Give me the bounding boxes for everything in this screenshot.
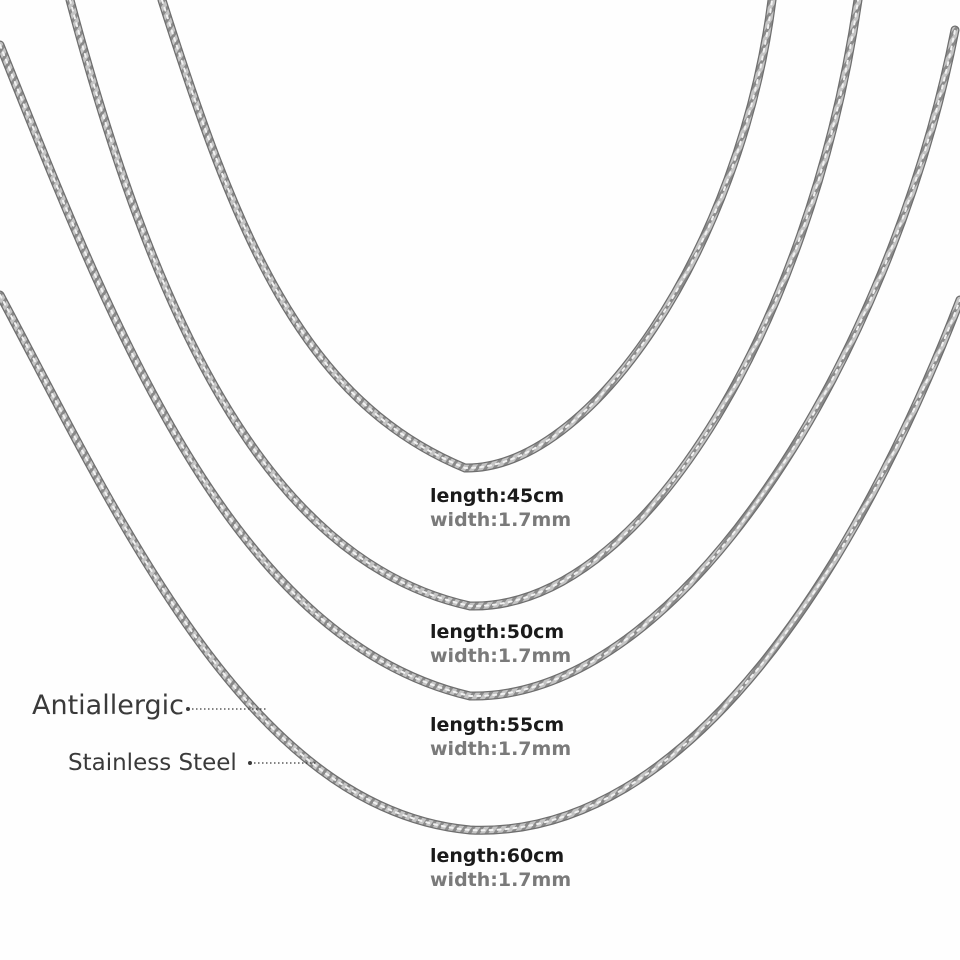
length-text: length:50cm	[430, 621, 565, 643]
stainless-steel-leader-dot	[248, 761, 252, 765]
necklace-label-45	[430, 484, 571, 532]
antiallergic-callout: Antiallergic	[32, 690, 184, 721]
width-text: width:1.7mm	[430, 509, 572, 531]
stainless-steel-callout: Stainless Steel	[68, 750, 237, 776]
necklace-label-55	[430, 713, 571, 761]
antiallergic-leader-dot	[186, 707, 190, 711]
length-text: length:55cm	[430, 714, 565, 736]
width-text: width:1.7mm	[430, 869, 572, 891]
width-text: width:1.7mm	[430, 738, 572, 760]
necklace-label-50	[430, 620, 571, 668]
chain-45-shine	[162, 0, 772, 468]
length-text: length:45cm	[430, 485, 565, 507]
necklace-label-60	[430, 844, 571, 892]
chain-45-links	[162, 0, 772, 468]
width-text: width:1.7mm	[430, 645, 572, 667]
length-text: length:60cm	[430, 845, 565, 867]
chain-45-outline	[162, 0, 772, 468]
